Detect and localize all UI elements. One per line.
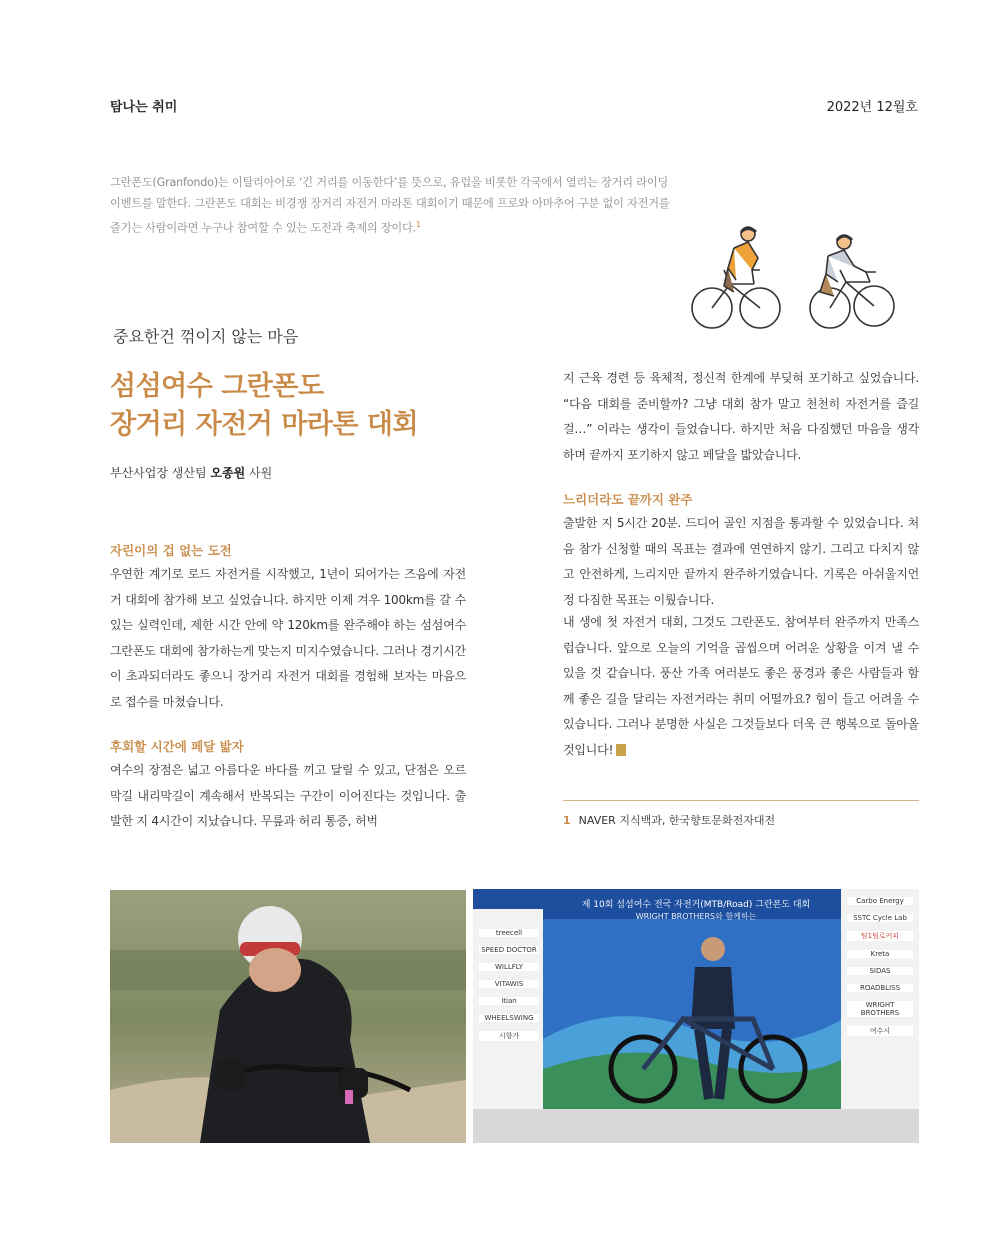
cyclist-orange-illustration xyxy=(692,227,780,328)
sponsor-logo: WHEELSWING xyxy=(479,1014,539,1022)
paragraph-4 xyxy=(563,610,919,764)
sponsor-logo: WILLFLY xyxy=(479,963,539,971)
paragraph-2-continued: 지 근육 경련 등 육체적, 정신적 한계에 부딪혀 포기하고 싶었습니다. “다음 대회를 준비할까? 그냥 대회 참가 말고 천천히 자전거를 즐길 걸…” 이라는 생각이 들었습니다. 하지만 처음 다짐했던 마음을 생각하며 끝까지 포기하지 않고 페달을 밟았습니다. xyxy=(563,371,919,462)
headline-line-2: 장거리 자전거 마라톤 대회 xyxy=(110,409,419,440)
banner-title: 제 10회 섬섬여수 전국 자전거(MTB/Road) 그란폰도 대회 xyxy=(581,900,811,910)
byline-title: 사원 xyxy=(249,466,273,480)
cyclist-grey-illustration xyxy=(810,235,894,328)
end-mark-icon xyxy=(616,744,626,756)
footnote-divider xyxy=(563,800,919,801)
intro-text: 그란폰도(Granfondo)는 이탈리아어로 ‘긴 거리를 이동한다’를 뜻으로, 유럽을 비롯한 각국에서 열리는 장거리 라이딩 이벤트를 말한다. 그란폰도 대회는 비경쟁 장거리 자전거 마라톤 대회이기 때문에 프로와 아마추어 구분 없이 자전거를 즐기는 사람이라면 누구나 참여할 수 있는 도전과 축제의 장이다. xyxy=(110,176,670,235)
photo-cyclist-riding-image xyxy=(110,890,466,1143)
sponsor-list-left xyxy=(479,929,539,1041)
issue-date: 2022년 12월호 xyxy=(826,100,918,115)
subheading-1: 자린이의 겁 없는 도전 xyxy=(110,543,232,558)
photo-cyclist-riding xyxy=(110,890,466,1143)
paragraph-2: 여수의 장점은 넓고 아름다운 바다를 끼고 달릴 수 있고, 단점은 오르막길 내리막길이 계속해서 반복되는 구간이 이어진다는 것입니다. 출발한 지 4시간이 지났습니다. 무릎과 허리 통증, 허벅 xyxy=(110,763,466,829)
sponsor-logo: itian xyxy=(479,997,539,1005)
sponsor-logo: treecell xyxy=(479,929,539,937)
subheading-2: 후회할 시간에 페달 밟자 xyxy=(110,739,244,754)
sponsor-logo: SSTC Cycle Lab xyxy=(847,914,913,922)
paragraph-4-text: 내 생에 첫 자전거 대회, 그것도 그란폰도. 참여부터 완주까지 만족스럽습니다. 앞으로 오늘의 기억을 곱씹으며 어려운 상황을 이겨 낼 수 있을 것 같습니다. 풍산 가족 여러분도 좋은 풍경과 좋은 사람들과 함께 좋은 길을 달리는 자전거라는 취미 어떨까요? 힘이 들고 어려울 수 있습니다. 그러나 분명한 사실은 그것들보다 더욱 큰 행복으로 돌아올 것입니다! xyxy=(563,615,919,757)
sponsor-logo: ROADBLISS xyxy=(847,984,913,992)
intro-paragraph xyxy=(110,172,670,239)
paragraph-3: 출발한 지 5시간 20분. 드디어 골인 지점을 통과할 수 있었습니다. 처음 참가 신청할 때의 목표는 결과에 연연하지 않기. 그리고 다치지 않고 안전하게, 느리지만 끝까지 완주하기였습니다. 기록은 아쉬울지언정 다짐한 목표는 이뤘습니다. xyxy=(563,516,919,607)
footnote-number: 1 xyxy=(563,814,571,827)
footnote-ref: 1 xyxy=(416,220,421,229)
sponsor-list-right xyxy=(847,897,913,1036)
sponsor-logo: WRIGHT BROTHERS xyxy=(847,1001,913,1017)
article-headline xyxy=(110,368,418,444)
photo-finish-line xyxy=(473,889,919,1143)
footnote-text: NAVER 지식백과, 한국향토문화전자대전 xyxy=(578,814,776,827)
sponsor-logo: 여수시 xyxy=(847,1026,913,1036)
headline-line-1: 섬섬여수 그란폰도 xyxy=(110,371,324,402)
sponsor-logo: 시향가 xyxy=(479,1031,539,1041)
banner-subtitle: WRIGHT BROTHERS와 함께하는 xyxy=(635,912,757,921)
footnote xyxy=(563,812,775,828)
byline xyxy=(110,464,272,481)
sponsor-logo: Carbo Energy xyxy=(847,897,913,905)
paragraph-1: 우연한 계기로 로드 자전거를 시작했고, 1년이 되어가는 즈음에 자전거 대회에 참가해 보고 싶었습니다. 하지만 이제 겨우 100km를 갈 수 있는 실력인데, 제한 시간 안에 약 120km를 완주해야 하는 섬섬여수 그란폰도 대회에 참가하는게 맞는지 미지수였습니다. 그러나 경기시간이 초과되더라도 좋으니 장거리 자전거 대회를 경험해 보자는 마음으로 접수를 마쳤습니다. xyxy=(110,567,466,709)
sponsor-logo: 팀1팀로커피 xyxy=(847,931,913,941)
sponsor-logo: VITAWIS xyxy=(479,980,539,988)
byline-author: 오종원 xyxy=(210,466,246,480)
sponsor-logo: Kreta xyxy=(847,950,913,958)
sponsor-logo: SIDAS xyxy=(847,967,913,975)
cyclists-illustration xyxy=(688,226,898,338)
article-kicker: 중요한건 꺾이지 않는 마음 xyxy=(113,327,299,346)
section-name: 탐나는 취미 xyxy=(110,100,178,115)
byline-department: 부산사업장 생산팀 xyxy=(110,466,207,480)
sponsor-logo: SPEED DOCTOR xyxy=(479,946,539,954)
subheading-3: 느리더라도 끝까지 완주 xyxy=(563,492,693,507)
